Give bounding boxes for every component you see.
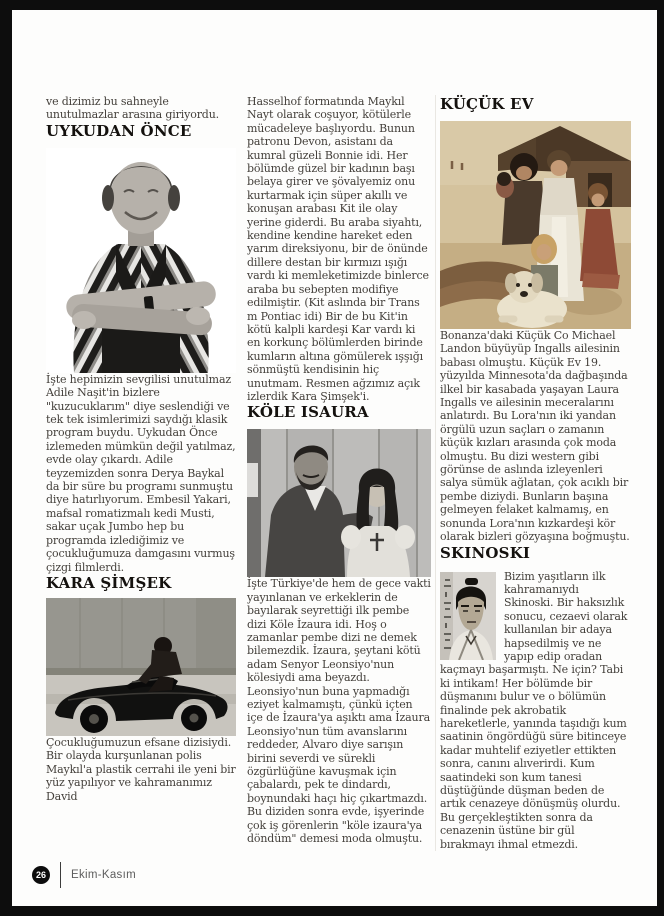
skinoski-paragraph: Bizim yaşıtların ilk kahramanıydı Skinoski. Bir haksızlık sonucu, cezaevi olarak kullanılan bir adaya hapsedilmiş ve ne yapıp edip oradan kaçmayı başarmıştı. Ne için? Tabi ki intikam! Her bölümde bir düşmanını bulur ve o bölümün finalinde pek akrobatik hareketlerle, yanında taşıdığı kum saatinin öngördüğü süre bitinceye kadar muhtelif eziyetler ettikten sonra, canını alıverirdi. Kum saatindeki son kum tanesi düştüğünde düşman beden de artık cenazeye dönüşmüş olurdu. Bu gerçekleştikten sonra da cenazenin üstüne bir gül bırakmayı ihmal etmezdi. [440, 569, 628, 851]
skinoski-photo [440, 572, 496, 660]
heading-uykudan-once: UYKUDAN ÖNCE [46, 121, 192, 140]
kara-simsek-paragraph: Çocukluğumuzun efsane dizisiydi. Bir olayda kurşunlanan polis Maykıl'a plastik cerrahi ile yeni bir yüz yapılıyor ve kahramanımız David [46, 735, 236, 803]
skinoski-block [440, 570, 631, 852]
kucuk-ev-photo [440, 121, 631, 329]
column-right [435, 95, 631, 851]
column-left [46, 95, 236, 803]
footer-divider [60, 862, 61, 888]
kucuk-ev-paragraph: Bonanza'daki Küçük Co Michael Landon büyüyüp Ingalls ailesinin babası olmuştu. Küçük Ev 19. yüzyılda Minnesota'da dağbaşında ilkel bir kasabada yaşayan Laura Ingalls ve ailesinin meceralarını anlatırdı. Bu Lora'nın iki yandan örgülü uzun saçları o zamanın küçük kızları arasında çok moda olmuştu. Bu dizi western gibi görünse de aslında izleyenleri salya sümük ağlatan, çok acıklı bir pembe diziydi. Bunların başına gelmeyen felaket kalmamış, en sonunda Lora'nın kızkardeşi kör olarak bizleri gözyaşına boğmuştu. [440, 329, 630, 544]
kara-simsek-continued-paragraph: Hasselhof formatında Maykıl Nayt olarak coşuyor, kötülerle mücadeleye başlıyordu. Bunun patronu Devon, asistanı da kumral güzeli Bonnie idi. Her bölümde güzel bir kadının başı belaya girer ve şövalyemiz onu kurtarmak için süper akıllı ve konuşan arabası Kit ile olay yerine giderdi. Bu araba siyahtı, kendine kendine hareket eden yarım direksiyonu, bir de önünde dillere destan bir kırmızı ışığı vardı ki memleketimizde binlerce araba bu sebepten modifiye edilmiştir. (Kit aslında bir Trans m Pontiac idi) Bir de bu Kit'in kötü kalpli kardeşi Kar vardı ki en korkunç bölümlerden birinde kumların altına gömülerek ışşığı sönmüştü kendisinin hiç unutmam. Resmen ağzımız açık izlerdik Kara Şimşek'i. [247, 95, 429, 403]
intro-paragraph: ve dizimiz bu sahneyle unutulmazlar arasına giriyordu. [46, 95, 219, 122]
kole-isaura-paragraph: İşte Türkiye'de hem de gece vakti yayınlanan ve erkeklerin de bayılarak seyrettiği ilk pembe dizi Köle İzaura idi. Hoş o zamanlar pembe dizi ne demek bilemezdik. İzaura, şeytani kötü adam Senyor Leonsiyo'nun kölesiydi ama beyazdı. Leonsiyo'nun buna yapmadığı eziyet kalmamıştı, çünkü içten içe de İzaura'ya aşıktı ama İzaura Leonsiyo'nun tüm avanslarını reddeder, Alvaro diye sarışın birini severdi ve sürekli özgürlüğüne kavuşmak için çabalardı, pek te dindardı, boynundaki haçı hiç çıkartmazdı. Bu diziden sonra evde, işyerinde çok iş görenlerin "köle izaura'ya döndüm" demesi moda olmuştu. [247, 577, 431, 846]
page-number-badge: 26 [32, 866, 50, 884]
heading-kucuk-ev: KÜÇÜK EV [440, 95, 534, 113]
uykudan-once-paragraph: İşte hepimizin sevgilisi unutulmaz Adile Naşit'in bizlere "kuzucuklarım" diye seslendiği ve tek tek isimlerimizi saydığı klasik program buydu. Uykudan Önce izlemeden mümkün değil yatılmaz, evde olay çıkardı. Adile teyzemizden sonra Derya Baykal da bir süre bu programı sunmuştu diye hatırlıyorum. Embesil Yakari, mafsal romatizmalı kedi Musti, sakar uçak Jumbo hep bu programda izlediğimiz ve çocukluğumuza damgasını vurmuş çizgi filmlerdi. [46, 372, 236, 574]
column-middle [247, 95, 431, 845]
heading-kole-isaura: KÖLE ISAURA [247, 403, 369, 422]
page-content [12, 10, 657, 851]
heading-kara-simsek: KARA ŞİMŞEK [46, 573, 172, 592]
page-footer [32, 862, 136, 888]
kara-simsek-photo [46, 598, 236, 736]
heading-skinoski: SKINOSKI [440, 543, 531, 562]
kole-isaura-photo [247, 429, 431, 577]
adile-nasit-photo [46, 148, 236, 373]
issue-label: Ekim-Kasım [71, 869, 136, 881]
